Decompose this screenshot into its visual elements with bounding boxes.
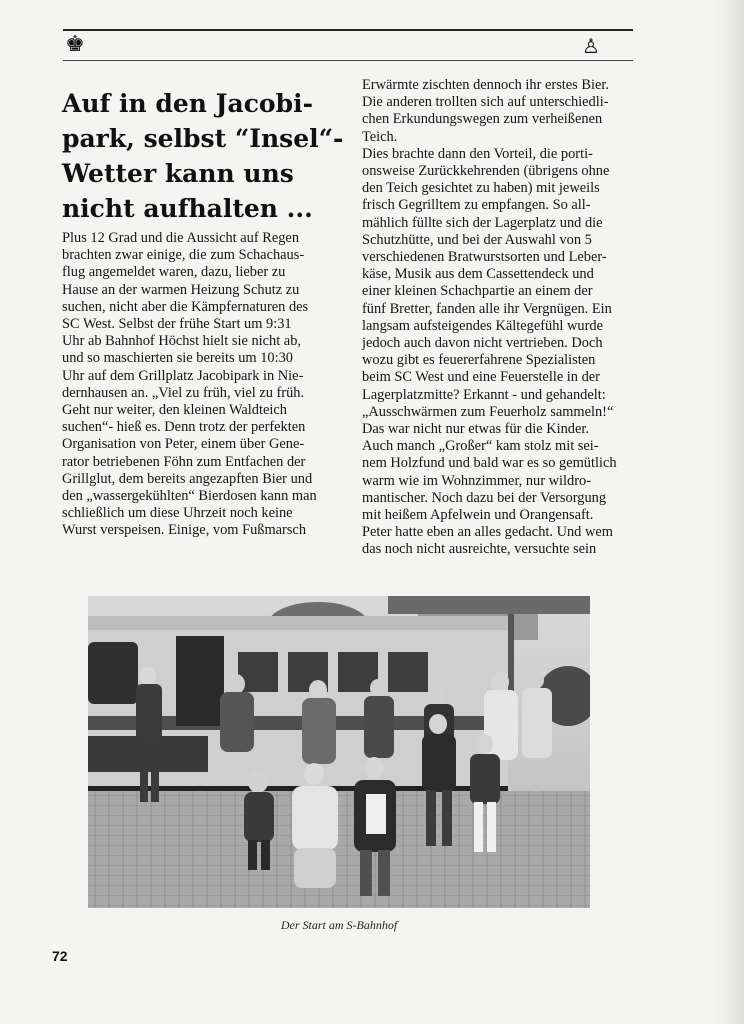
article-right-column: Erwärmte zischten dennoch ihr erstes Bier. Die anderen trollten sich auf unterschiedli- chen Erkundungswegen zum verheißenen Teich. Dies brachte dann den Vorteil, die porti- onsweise Zurückkehrenden (übrigens ohne den Teich gesichtet zu haben) mit jeweils frisch Gegrilltem zu empfangen. So all- mählich füllte sich der Lagerplatz und die Schutzhütte, und bei der Auswahl von 5 verschiedenen Bratwurstsorten und Leber- käse, Musik aus dem Cassettendeck und einer kleinen Schachpartie an einem der fünf Bretter, fanden alle ihr Vergnügen. Ein langsam aufsteigendes Kältegefühl wurde jedoch auch davon nicht vertrieben. Doch wozu gibt es feuererfahrene Spezialisten beim SC West und eine Feuerstelle in der Lagerplatzmitte? Erkannt - und gehandelt: „Ausschwärmen zum Feuerholz sammeln!“ Das war nicht nur etwas für die Kinder. Auch manch „Großer“ kam stolz mit sei- nem Holzfund und bald war es so gemütlich warm wie im Wohnzimmer, nur wildro- mantischer. Noch dazu bei der Versorgung mit heißem Apfelwein und Orangensaft. Peter hatte eben an alles gedacht. Und wem das noch nicht ausreichte, versuchte sein (362, 77, 617, 558)
group-photo-illustration (88, 596, 590, 908)
article-left-column: Plus 12 Grad und die Aussicht auf Regen brachten zwar einige, die zum Schachaus- flug angemeldet waren, dazu, lieber zu Hause an der warmen Heizung Schutz zu suchen, nicht aber die Kämpfernaturen des SC West. Selbst der frühe Start um 9:31 Uhr ab Bahnhof Höchst hielt sie nicht ab, und so maschierten sie bereits um 10:30 Uhr auf dem Grillplatz Jacobipark in Nie- dernhausen an. „Viel zu früh, viel zu früh. Geht nur weiter, den kleinen Waldteich suchen“- hieß es. Denn trotz der perfekten Organisation von Peter, einem über Gene- rator betriebenen Föhn zum Entfachen der Grillglut, dem bereits angezapften Bier und den „wassergekühlten“ Bierdosen kann man schließlich um diese Uhrzeit noch keine Wurst verspeisen. Einige, vom Fußmarsch (62, 230, 317, 539)
article-headline: Auf in den Jacobi-park, selbst “Insel“-Wetter kann uns nicht aufhalten ... (62, 89, 344, 223)
header-rule (63, 29, 633, 31)
page-edge-shadow (714, 0, 744, 1024)
group-photo (88, 596, 590, 908)
page-number: 72 (52, 948, 68, 964)
crown-icon: ♚ (65, 31, 85, 56)
chess-pawn-icon: ♙ (582, 36, 600, 58)
header-underline (63, 60, 633, 61)
photo-caption: Der Start am S-Bahnhof (280, 918, 398, 932)
